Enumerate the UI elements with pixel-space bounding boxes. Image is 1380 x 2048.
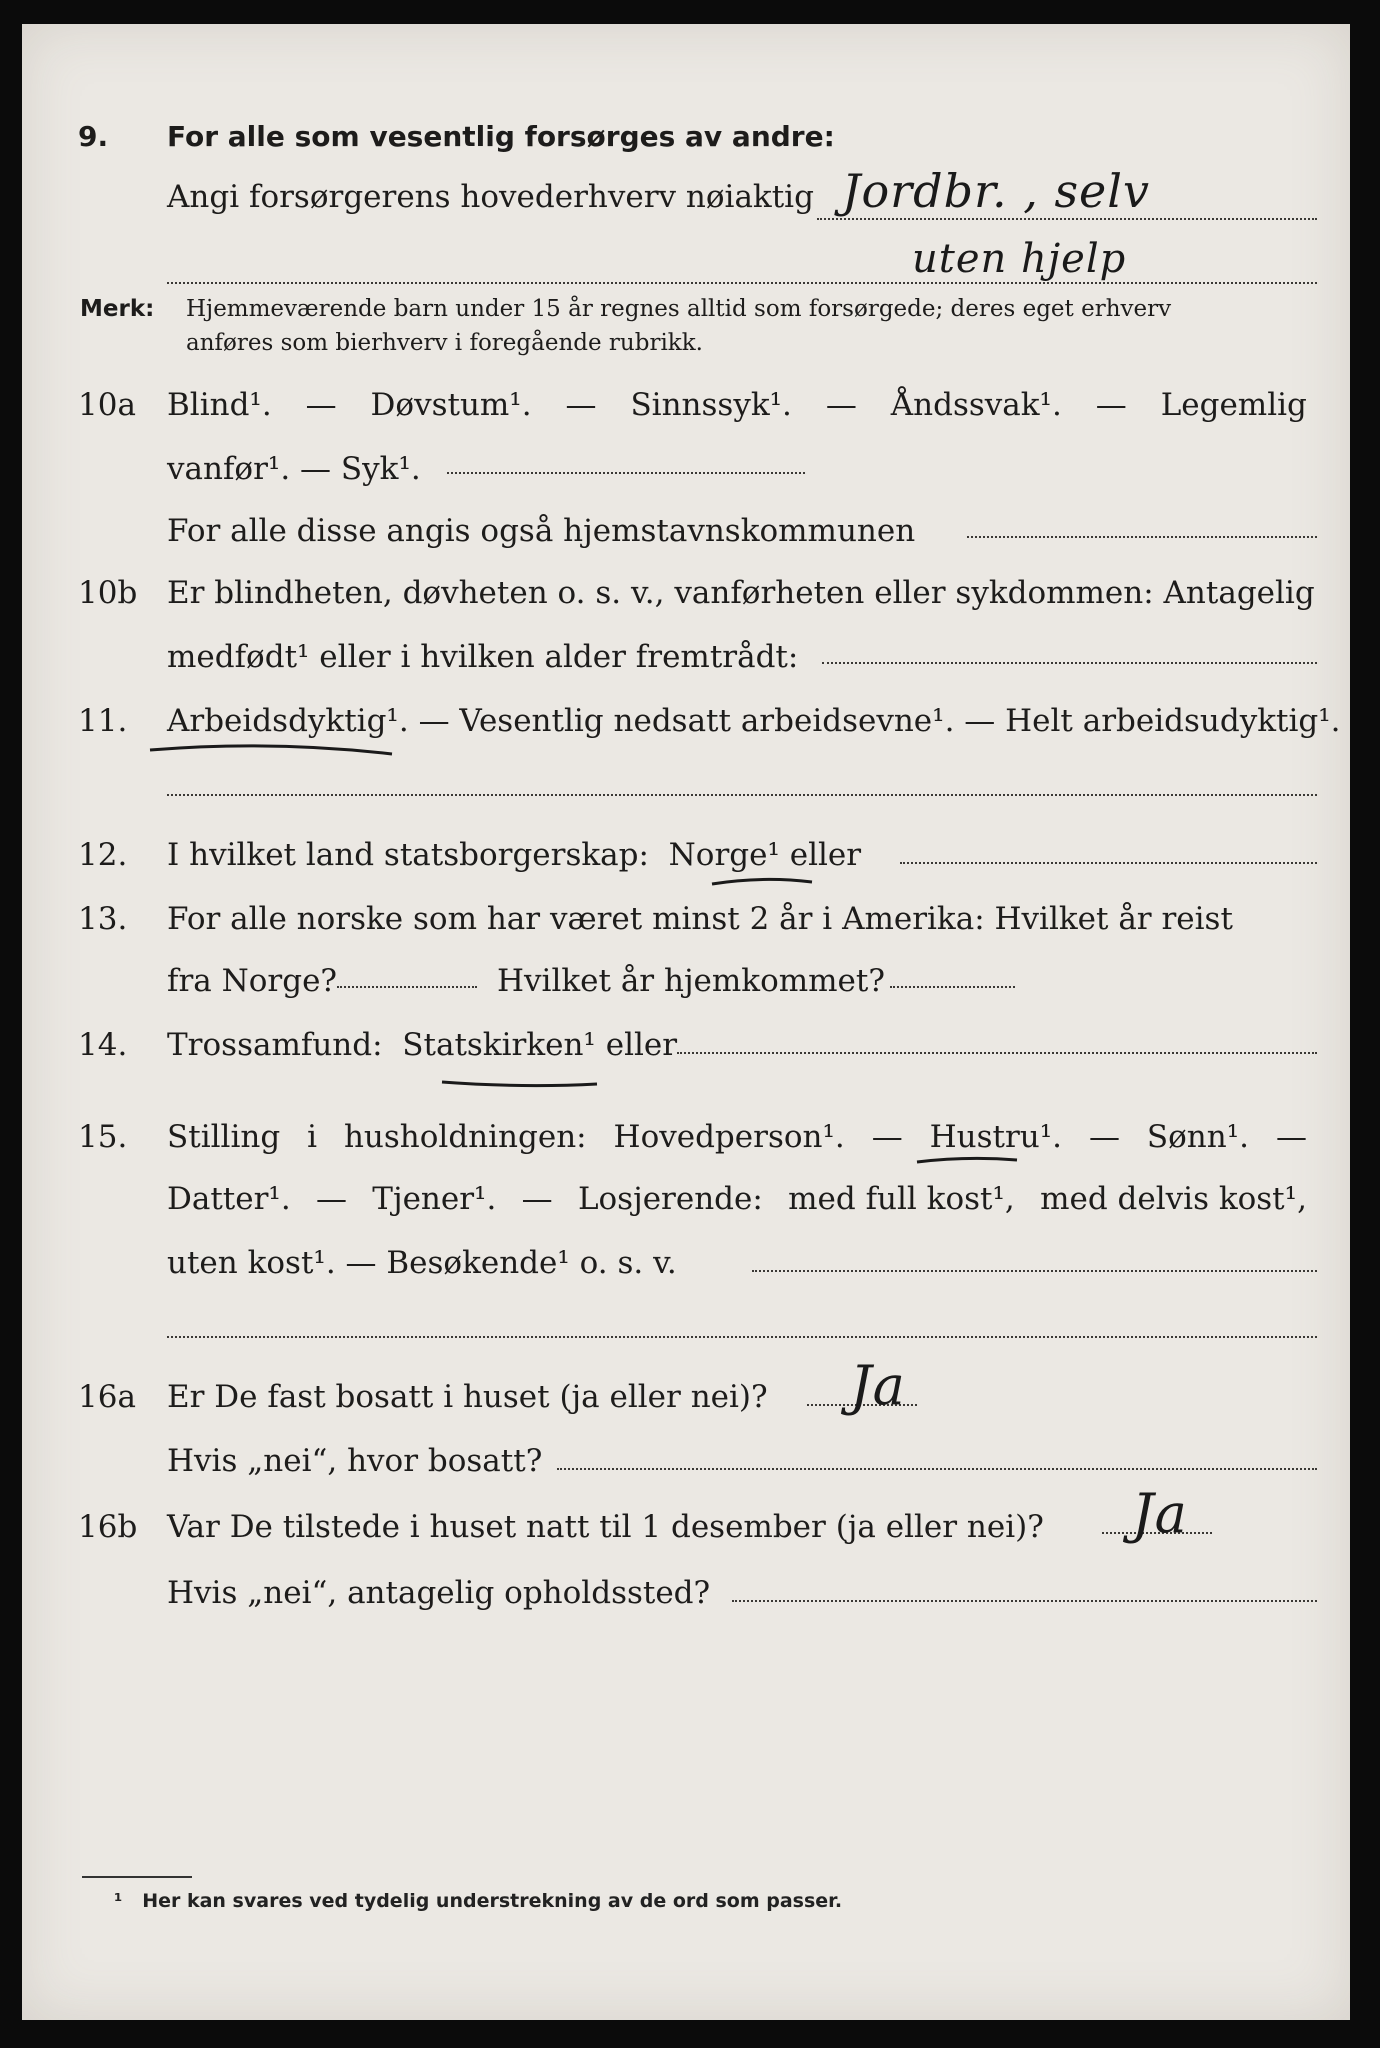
q15-number: 15. — [78, 1119, 128, 1155]
q13-hjemkommet-label: Hvilket år hjemkommet? — [497, 963, 885, 999]
q10a-hjemstavn-label: For alle disse angis også hjemstavnskommunen — [167, 513, 916, 549]
merk-text-2: anføres som bierhverv i foregående rubrikk. — [186, 330, 703, 356]
q15-tjener[interactable]: Tjener¹. — [372, 1181, 497, 1217]
q10a-dovstum[interactable]: Døvstum¹. — [370, 387, 532, 423]
q15-i: i — [307, 1119, 318, 1155]
q10a-dash-2: — — [565, 387, 597, 423]
q15-losjerende: Losjerende: — [577, 1181, 763, 1217]
q12-norge-option[interactable]: Norge¹ — [668, 837, 780, 873]
q10a-dash-1: — — [305, 387, 337, 423]
q9-number: 9. — [78, 120, 109, 153]
q16a-text-1: Er De fast bosatt i huset (ja eller nei)? — [167, 1379, 768, 1415]
q15-dash-2: — — [1088, 1119, 1120, 1155]
footnote-mark: ¹ — [114, 1890, 123, 1912]
q10a-number: 10a — [78, 387, 136, 423]
q15-full-kost[interactable]: med full kost¹, — [788, 1181, 1015, 1217]
underline-arbeidsdyktig — [150, 746, 392, 754]
q10b-text-1: Er blindheten, døvheten o. s. v., vanførheten eller sykdommen: Antagelig — [167, 575, 1315, 611]
q10a-legemlig[interactable]: Legemlig — [1160, 387, 1307, 423]
q9-handwritten-answer-2: uten hjelp — [912, 236, 1127, 282]
q16b-handwritten-answer: Ja — [1132, 1482, 1188, 1545]
footnote-divider — [82, 1876, 192, 1878]
q9-label: Angi forsørgerens hovederhverv nøiaktig — [167, 179, 814, 215]
merk-text-1: Hjemmeværende barn under 15 år regnes alltid som forsørgede; deres eget erhverv — [186, 296, 1172, 322]
q10a-dash-4: — — [1095, 387, 1127, 423]
q10b-number: 10b — [78, 575, 138, 611]
q15-datter[interactable]: Datter¹. — [167, 1181, 291, 1217]
footnote — [114, 1890, 842, 1912]
q10a-vanfor-syk: vanfør¹. — Syk¹. — [167, 451, 421, 487]
q15-stilling: Stilling — [167, 1119, 281, 1155]
q16a-handwritten-answer: Ja — [850, 1354, 906, 1417]
footnote-text: Her kan svares ved tydelig understrekning av de ord som passer. — [142, 1890, 843, 1912]
q15-dash-5: — — [521, 1181, 553, 1217]
q12-number: 12. — [78, 837, 128, 873]
q13-text-1: For alle norske som har været minst 2 år i Amerika: Hvilket år reist — [167, 901, 1233, 937]
underline-norge — [712, 879, 812, 884]
q16b-number: 16b — [78, 1509, 138, 1545]
q11-other-options[interactable]: — Vesentlig nedsatt arbeidsevne¹. — Helt arbeidsudyktig¹. — [418, 703, 1341, 739]
q9-handwritten-answer-1: Jordbr. , selv — [842, 164, 1150, 218]
q14-number: 14. — [78, 1027, 128, 1063]
q13-reist-label: fra Norge? — [167, 963, 338, 999]
q11-arbeidsdyktig[interactable]: Arbeidsdyktig¹. — [167, 703, 409, 739]
q15-dash-4: — — [316, 1181, 347, 1217]
q14-statskirken-option[interactable]: Statskirken¹ — [402, 1027, 596, 1063]
q15-hovedperson[interactable]: Hovedperson¹. — [613, 1119, 845, 1155]
q9-title: For alle som vesentlig forsørges av andre: — [167, 120, 835, 153]
q16a-number: 16a — [78, 1379, 136, 1415]
q16b-text-2: Hvis „nei“, antagelig opholdssted? — [167, 1575, 711, 1611]
q15-delvis-kost[interactable]: med delvis kost¹, — [1040, 1181, 1307, 1217]
q10a-blind[interactable]: Blind¹. — [167, 387, 272, 423]
q16a-text-2: Hvis „nei“, hvor bosatt? — [167, 1443, 543, 1479]
q10b-text-2: medfødt¹ eller i hvilken alder fremtrådt: — [167, 639, 799, 675]
handwritten-underlines — [22, 24, 1350, 2020]
q12-label: I hvilket land statsborgerskap: — [167, 837, 649, 873]
q15-dash-3: — — [1275, 1119, 1307, 1155]
q15-text-3[interactable]: uten kost¹. — Besøkende¹ o. s. v. — [167, 1245, 677, 1281]
underline-hustru — [917, 1158, 1017, 1162]
q10a-dash-3: — — [825, 387, 857, 423]
q10a-andssvak[interactable]: Åndssvak¹. — [890, 387, 1062, 423]
q15-hustru[interactable]: Hustru¹. — [929, 1119, 1063, 1155]
census-form-page — [22, 24, 1350, 2020]
q16b-text-1: Var De tilstede i huset natt til 1 desember (ja eller nei)? — [167, 1509, 1044, 1545]
q14-eller: eller — [605, 1027, 678, 1063]
merk-label: Merk: — [80, 296, 155, 322]
q11-number: 11. — [78, 703, 128, 739]
underline-statskirken — [442, 1082, 597, 1086]
q14-label: Trossamfund: — [167, 1027, 383, 1063]
q10a-sinnssyk[interactable]: Sinnssyk¹. — [630, 387, 792, 423]
q12-eller: eller — [789, 837, 862, 873]
q13-number: 13. — [78, 901, 128, 937]
q15-husholdningen: husholdningen: — [343, 1119, 587, 1155]
q15-sonn[interactable]: Sønn¹. — [1146, 1119, 1250, 1155]
q15-dash-1: — — [871, 1119, 903, 1155]
